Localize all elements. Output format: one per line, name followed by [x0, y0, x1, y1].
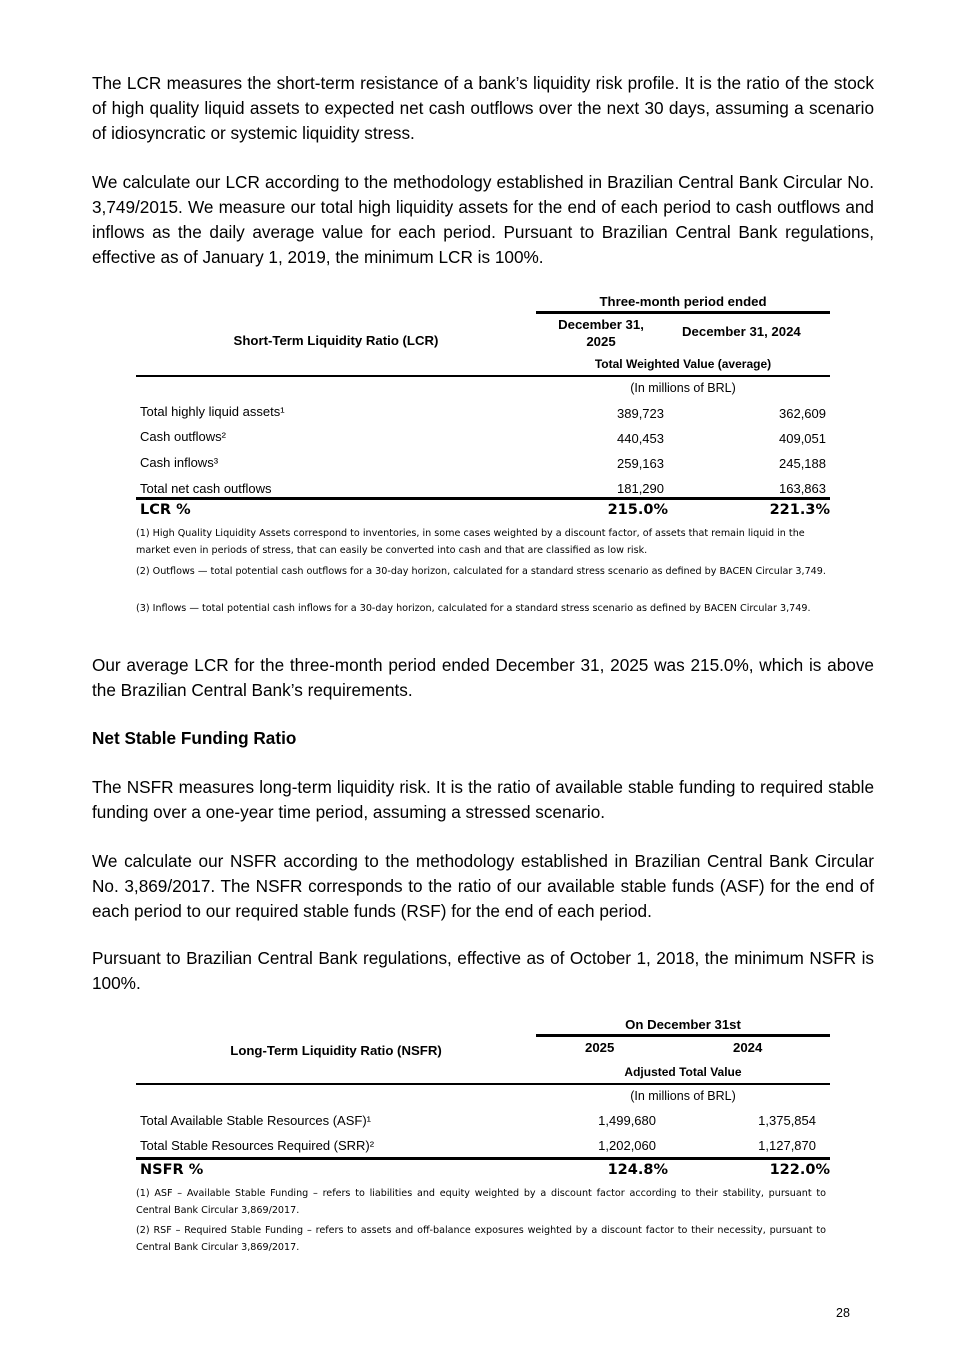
lcr-col2-header: December 31, 2024 — [682, 324, 801, 339]
nsfr-total-label: NSFR % — [140, 1162, 204, 1178]
lcr-row-label: Cash outflows² — [140, 429, 226, 444]
lcr-total-value-2024: 221.3% — [769, 502, 830, 518]
lcr-total-rule — [136, 497, 830, 500]
nsfr-group-header: On December 31st — [625, 1017, 741, 1032]
lcr-row-label: Cash inflows³ — [140, 455, 219, 470]
lcr-row-value-2024: 245,188 — [779, 456, 826, 471]
lcr-footnote-1: (1) High Quality Liquidity Assets correspond to inventories, in some cases weighted by a discount factor, of assets that remain liquid in the market even in periods of stress, that can easily be converted into cash and that are classified as low risk. — [136, 528, 805, 556]
nsfr-row-label: Total Stable Resources Required (SRR)² — [140, 1138, 375, 1153]
lcr-method-paragraph: We calculate our LCR according to the methodology established in Brazilian Central Bank Circular No. 3,749/2015. We measure our total high liquidity assets for the end of each period to cash outflows and inflows as the daily average value for each period. Pursuant to Brazilian Central Bank regulations, effective as of January 1, 2019, the minimum LCR is 100%. — [92, 172, 874, 267]
lcr-row-value-2024: 163,863 — [779, 481, 826, 496]
lcr-unit-label: (In millions of BRL) — [630, 381, 736, 395]
page-number: 28 — [836, 1306, 850, 1320]
lcr-row-label: Total net cash outflows — [140, 481, 272, 496]
lcr-footnote-2: (2) Outflows — total potential cash outflows for a 30-day horizon, calculated for a standard stress scenario as defined by BACEN Circular 3,749. — [136, 566, 826, 577]
nsfr-total-rule — [136, 1157, 830, 1160]
nsfr-table-title: Long-Term Liquidity Ratio (NSFR) — [230, 1043, 442, 1058]
lcr-row-value-2025: 259,163 — [617, 456, 664, 471]
nsfr-col2-header: 2024 — [733, 1040, 763, 1055]
nsfr-method-paragraph: We calculate our NSFR according to the methodology established in Brazilian Central Bank Circular No. 3,869/2017. The NSFR corresponds to the ratio of our available stable funds (ASF) for the end of each period to our required stable funds (RSF) for the end of each period. — [92, 851, 874, 921]
lcr-total-label: LCR % — [140, 502, 191, 518]
lcr-row-value-2024: 409,051 — [779, 431, 826, 446]
lcr-col1-header: December 31, 2025 — [558, 317, 644, 349]
nsfr-row-label: Total Available Stable Resources (ASF)¹ — [140, 1113, 371, 1128]
nsfr-row-value-2024: 1,127,870 — [758, 1138, 816, 1153]
lcr-intro-paragraph: The LCR measures the short-term resistance of a bank’s liquidity risk profile. It is the ratio of the stock of high quality liquid assets to expected net cash outflows over the next 30 days, assuming a scenario of idiosyncratic or systemic liquidity stress. — [92, 73, 874, 143]
nsfr-row-value-2025: 1,499,680 — [598, 1113, 656, 1128]
lcr-summary-paragraph: Our average LCR for the three-month period ended December 31, 2025 was 215.0%, which is above the Brazilian Central Bank’s requirements. — [92, 655, 874, 700]
nsfr-row-value-2025: 1,202,060 — [598, 1138, 656, 1153]
lcr-row-value-2025: 389,723 — [617, 406, 664, 421]
lcr-row-value-2024: 362,609 — [779, 406, 826, 421]
lcr-row-value-2025: 440,453 — [617, 431, 664, 446]
lcr-total-value-2025: 215.0% — [607, 502, 668, 518]
lcr-footnote-3: (3) Inflows — total potential cash inflows for a 30-day horizon, calculated for a standard stress scenario as defined by BACEN Circular 3,749. — [136, 603, 811, 614]
nsfr-footnote-1: (1) ASF – Available Stable Funding – refers to liabilities and equity weighted by a discount factor according to their stability, pursuant to Central Bank Circular 3,869/2017. — [136, 1188, 826, 1216]
nsfr-intro-paragraph: The NSFR measures long-term liquidity risk. It is the ratio of available stable funding to required stable funding over a one-year time period, assuming a stressed scenario. — [92, 777, 874, 822]
nsfr-row-value-2024: 1,375,854 — [758, 1113, 816, 1128]
nsfr-section-heading: Net Stable Funding Ratio — [92, 728, 297, 748]
lcr-row-label: Total highly liquid assets¹ — [140, 404, 285, 419]
nsfr-total-value-2024: 122.0% — [769, 1162, 830, 1178]
lcr-group-rule — [536, 311, 830, 314]
lcr-subheader: Total Weighted Value (average) — [594, 357, 772, 371]
nsfr-total-value-2025: 124.8% — [607, 1162, 668, 1178]
lcr-header-rule — [136, 375, 830, 377]
nsfr-header-rule — [136, 1083, 830, 1085]
nsfr-subheader: Adjusted Total Value — [624, 1065, 742, 1079]
nsfr-unit-label: (In millions of BRL) — [630, 1089, 736, 1103]
lcr-table-title: Short-Term Liquidity Ratio (LCR) — [233, 333, 439, 348]
nsfr-col1-header: 2025 — [585, 1040, 615, 1055]
nsfr-group-rule — [536, 1034, 830, 1037]
lcr-group-header: Three-month period ended — [599, 294, 767, 309]
nsfr-footnote-2: (2) RSF – Required Stable Funding – refers to assets and off-balance exposures weighted by a discount factor to their necessity, pursuant to Central Bank Circular 3,869/2017. — [136, 1225, 826, 1253]
lcr-row-value-2025: 181,290 — [617, 481, 664, 496]
nsfr-minimum-paragraph: Pursuant to Brazilian Central Bank regulations, effective as of October 1, 2018, the minimum NSFR is 100%. — [92, 948, 874, 993]
